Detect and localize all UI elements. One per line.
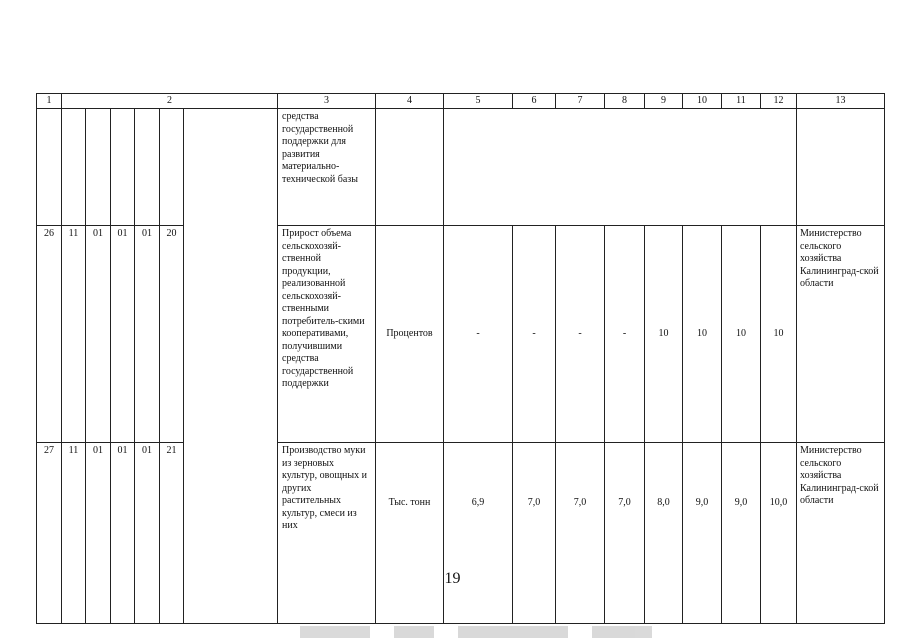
empty-cell	[111, 109, 135, 226]
continuation-row	[37, 109, 885, 226]
program-cell	[184, 109, 278, 624]
table-row	[37, 226, 885, 443]
value-cell: -	[605, 226, 645, 443]
empty-cell	[444, 109, 797, 226]
header-row	[37, 94, 885, 109]
code-cell: 01	[135, 226, 160, 443]
code-cell: 21	[160, 443, 184, 624]
value-cell: 7,0	[513, 443, 556, 624]
header-col-9: 9	[645, 94, 683, 109]
header-col-5: 5	[444, 94, 513, 109]
empty-cell	[160, 109, 184, 226]
value-cell: 10	[722, 226, 761, 443]
code-cell: 01	[135, 443, 160, 624]
indicator-cell: Производство муки из зерновых культур, овощных и других растительных культур, смеси из них	[278, 443, 376, 624]
bleed-mark	[592, 626, 652, 638]
header-col-10: 10	[683, 94, 722, 109]
header-col-2: 2	[62, 94, 278, 109]
code-cell: 11	[62, 226, 86, 443]
indicator-cell: Прирост объема сельскохозяй-ственной продукции, реализованной сельскохозяй-ственными потребитель-скими кооперативами, получившими средства государственной поддержки	[278, 226, 376, 443]
value-cell: 8,0	[645, 443, 683, 624]
value-cell: -	[513, 226, 556, 443]
header-col-13: 13	[797, 94, 885, 109]
bleed-mark	[458, 626, 568, 638]
row-number: 26	[37, 226, 62, 443]
value-cell: 6,9	[444, 443, 513, 624]
empty-cell	[135, 109, 160, 226]
value-cell: -	[444, 226, 513, 443]
header-col-4: 4	[376, 94, 444, 109]
header-col-11: 11	[722, 94, 761, 109]
code-cell: 20	[160, 226, 184, 443]
value-cell: 9,0	[722, 443, 761, 624]
bleed-through-artifact	[300, 626, 720, 640]
header-col-1: 1	[37, 94, 62, 109]
value-cell: 7,0	[556, 443, 605, 624]
unit-cell: Тыс. тонн	[376, 443, 444, 624]
value-cell: 9,0	[683, 443, 722, 624]
page-number: 19	[444, 570, 461, 587]
value-cell: -	[556, 226, 605, 443]
ministry-cell: Министерство сельского хозяйства Калининград-ской области	[797, 226, 885, 443]
unit-cell: Процентов	[376, 226, 444, 443]
bleed-mark	[300, 626, 370, 638]
table-row	[37, 443, 885, 624]
empty-cell	[62, 109, 86, 226]
header-col-3: 3	[278, 94, 376, 109]
value-cell: 10	[645, 226, 683, 443]
row-number: 27	[37, 443, 62, 624]
ministry-cell: Министерство сельского хозяйства Калининград-ской области	[797, 443, 885, 624]
code-cell: 01	[111, 226, 135, 443]
value-cell: 10	[761, 226, 797, 443]
empty-cell	[86, 109, 111, 226]
bleed-mark	[394, 626, 434, 638]
empty-cell	[37, 109, 62, 226]
indicator-cell: средства государственной поддержки для развития материально-технической базы	[278, 109, 376, 226]
empty-cell	[797, 109, 885, 226]
header-col-7: 7	[556, 94, 605, 109]
header-col-6: 6	[513, 94, 556, 109]
value-cell: 7,0	[605, 443, 645, 624]
header-col-8: 8	[605, 94, 645, 109]
header-col-12: 12	[761, 94, 797, 109]
value-cell: 10,0	[761, 443, 797, 624]
code-cell: 11	[62, 443, 86, 624]
empty-cell	[376, 109, 444, 226]
indicators-table	[36, 93, 885, 624]
code-cell: 01	[86, 226, 111, 443]
code-cell: 01	[111, 443, 135, 624]
value-cell: 10	[683, 226, 722, 443]
code-cell: 01	[86, 443, 111, 624]
